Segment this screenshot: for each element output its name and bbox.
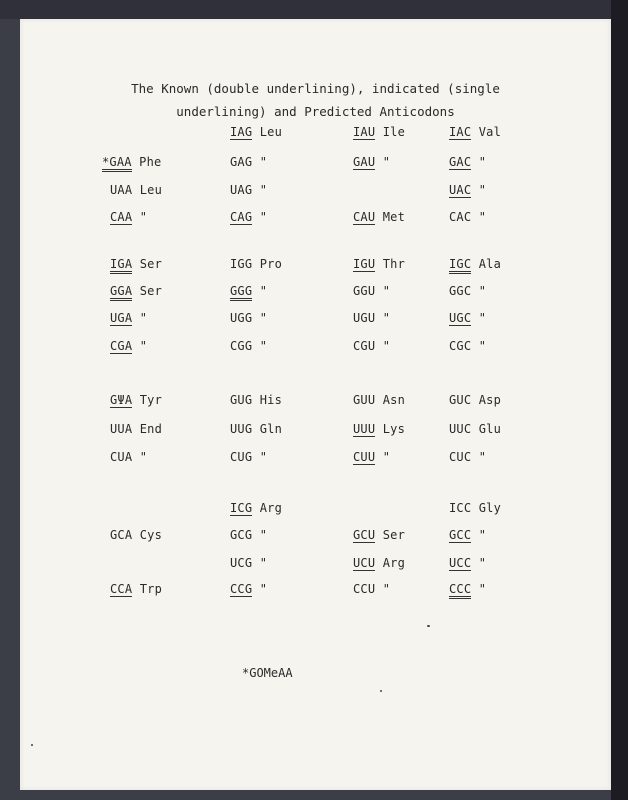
anticodon-code: CGC xyxy=(449,339,472,353)
anticodon-code: UGC xyxy=(449,311,472,325)
amino-acid-label: Trp xyxy=(139,582,162,596)
anticodon-code: IGA xyxy=(110,257,132,274)
anticodon-entry xyxy=(449,339,486,353)
amino-acid-label: " xyxy=(382,450,391,464)
paper-speck xyxy=(427,625,430,627)
amino-acid-label: " xyxy=(259,311,268,325)
anticodon-code: GAU xyxy=(353,155,376,169)
scan-border-top xyxy=(0,0,628,19)
anticodon-entry xyxy=(353,311,390,325)
anticodon-entry xyxy=(110,450,147,464)
amino-acid-label: " xyxy=(259,155,268,169)
amino-acid-label: Arg xyxy=(259,501,282,515)
anticodon-code: IGU xyxy=(353,257,376,271)
paper-speck xyxy=(31,744,33,746)
anticodon-entry xyxy=(230,422,282,436)
amino-acid-label: " xyxy=(382,155,391,169)
anticodon-code: IGC xyxy=(449,257,471,274)
document-page xyxy=(20,19,611,790)
amino-acid-label: Met xyxy=(382,210,405,224)
anticodon-code: *GAA xyxy=(102,155,132,172)
anticodon-code: CUG xyxy=(230,450,253,464)
anticodon-entry xyxy=(449,501,501,515)
anticodon-entry xyxy=(449,450,486,464)
anticodon-code: UGG xyxy=(230,311,253,325)
anticodon-code: IAG xyxy=(230,125,253,139)
anticodon-code: GUU xyxy=(353,393,376,407)
anticodon-entry xyxy=(110,528,162,542)
anticodon-code: CCC xyxy=(449,582,471,599)
amino-acid-label: " xyxy=(259,450,268,464)
anticodon-entry xyxy=(449,556,486,571)
anticodon-entry xyxy=(230,125,282,140)
amino-acid-label: Ala xyxy=(478,257,501,271)
amino-acid-label: Asn xyxy=(382,393,405,407)
anticodon-entry xyxy=(353,339,390,353)
amino-acid-label: Lys xyxy=(382,422,405,436)
anticodon-code: CCA xyxy=(110,582,133,596)
anticodon-entry xyxy=(110,582,162,597)
amino-acid-label: " xyxy=(259,284,268,298)
amino-acid-label: Leu xyxy=(259,125,282,139)
anticodon-code: CGA xyxy=(110,339,133,353)
anticodon-code: UAG xyxy=(230,183,253,197)
anticodon-entry xyxy=(353,210,405,225)
amino-acid-label: Arg xyxy=(382,556,405,570)
amino-acid-label: Thr xyxy=(382,257,405,271)
scan-border-right xyxy=(611,0,628,800)
anticodon-entry xyxy=(110,284,162,301)
anticodon-code: CCG xyxy=(230,582,253,596)
paper-speck xyxy=(380,690,382,692)
anticodon-entry xyxy=(449,257,501,274)
amino-acid-label: Ser xyxy=(139,284,162,298)
amino-acid-label: " xyxy=(382,284,391,298)
anticodon-entry xyxy=(353,393,405,407)
anticodon-entry xyxy=(353,284,390,298)
amino-acid-label: " xyxy=(139,210,148,224)
anticodon-entry xyxy=(230,155,267,169)
anticodon-code: GUC xyxy=(449,393,472,407)
anticodon-entry xyxy=(230,257,282,271)
anticodon-entry xyxy=(353,582,390,596)
amino-acid-label: Glu xyxy=(478,422,501,436)
title-line-2: underlining) and Predicted Anticodons xyxy=(176,104,455,119)
anticodon-entry xyxy=(230,528,267,542)
anticodon-entry xyxy=(449,210,486,224)
anticodon-code: CAG xyxy=(230,210,253,224)
document-title xyxy=(120,77,511,123)
amino-acid-label: Ser xyxy=(382,528,405,542)
anticodon-code: UCU xyxy=(353,556,376,570)
anticodon-code: CAU xyxy=(353,210,376,224)
anticodon-code: GGC xyxy=(449,284,472,298)
amino-acid-label: Cys xyxy=(139,528,162,542)
amino-acid-label: Phe xyxy=(139,155,162,169)
amino-acid-label: Leu xyxy=(139,183,162,197)
anticodon-entry xyxy=(110,422,162,436)
amino-acid-label: Gly xyxy=(478,501,501,515)
anticodon-code: ICG xyxy=(230,501,253,515)
anticodon-code: UAA xyxy=(110,183,133,197)
anticodon-code: ICC xyxy=(449,501,472,515)
anticodon-code: CAA xyxy=(110,210,133,224)
amino-acid-label: " xyxy=(478,582,487,596)
anticodon-code: UCC xyxy=(449,556,472,570)
anticodon-entry xyxy=(449,393,501,407)
anticodon-code: UUU xyxy=(353,422,376,436)
amino-acid-label: " xyxy=(259,556,268,570)
anticodon-code: GGA xyxy=(110,284,132,301)
anticodon-entry xyxy=(110,339,147,354)
anticodon-entry xyxy=(353,556,405,571)
anticodon-entry xyxy=(230,501,282,516)
amino-acid-label: " xyxy=(139,450,148,464)
amino-acid-label: Tyr xyxy=(139,393,162,407)
anticodon-code: CGG xyxy=(230,339,253,353)
anticodon-code: GCC xyxy=(449,528,472,542)
anticodon-entry xyxy=(353,155,390,170)
amino-acid-label: Pro xyxy=(259,257,282,271)
anticodon-code: UUG xyxy=(230,422,253,436)
anticodon-entry xyxy=(449,155,486,170)
amino-acid-label: His xyxy=(259,393,282,407)
footnote: *GOMeAA xyxy=(242,666,293,680)
amino-acid-label: " xyxy=(478,155,487,169)
anticodon-code: CAC xyxy=(449,210,472,224)
amino-acid-label: Gln xyxy=(259,422,282,436)
amino-acid-label: Val xyxy=(478,125,501,139)
anticodon-entry xyxy=(353,422,405,437)
anticodon-code: GCA xyxy=(110,528,133,542)
anticodon-entry xyxy=(230,284,267,301)
anticodon-entry xyxy=(230,339,267,353)
amino-acid-label: " xyxy=(259,210,268,224)
anticodon-code: UGA xyxy=(110,311,133,325)
anticodon-code: CCU xyxy=(353,582,376,596)
amino-acid-label: Ser xyxy=(139,257,162,271)
amino-acid-label: " xyxy=(478,284,487,298)
anticodon-code: CUU xyxy=(353,450,376,464)
anticodon-code: CGU xyxy=(353,339,376,353)
amino-acid-label: End xyxy=(139,422,162,436)
amino-acid-label: " xyxy=(259,183,268,197)
amino-acid-label: " xyxy=(478,450,487,464)
anticodon-code: GCU xyxy=(353,528,376,542)
anticodon-code: GGU xyxy=(353,284,376,298)
anticodon-code: GAC xyxy=(449,155,472,169)
amino-acid-label: " xyxy=(259,582,268,596)
anticodon-entry xyxy=(230,556,267,570)
anticodon-code: GΨA xyxy=(110,393,133,407)
anticodon-code: GAG xyxy=(230,155,253,169)
anticodon-entry xyxy=(230,183,267,197)
anticodon-entry xyxy=(353,450,390,465)
amino-acid-label: " xyxy=(139,339,148,353)
amino-acid-label: " xyxy=(478,556,487,570)
amino-acid-label: " xyxy=(478,311,487,325)
amino-acid-label: " xyxy=(259,339,268,353)
amino-acid-label: " xyxy=(382,339,391,353)
anticodon-code: GUG xyxy=(230,393,253,407)
anticodon-code: CUC xyxy=(449,450,472,464)
anticodon-entry xyxy=(230,311,267,325)
anticodon-entry xyxy=(110,183,162,197)
anticodon-code: UUC xyxy=(449,422,472,436)
amino-acid-label: " xyxy=(259,528,268,542)
anticodon-code: IGG xyxy=(230,257,253,271)
anticodon-code: UGU xyxy=(353,311,376,325)
amino-acid-label: " xyxy=(478,339,487,353)
amino-acid-label: " xyxy=(139,311,148,325)
anticodon-entry xyxy=(353,125,405,140)
anticodon-entry xyxy=(449,422,501,436)
anticodon-code: CUA xyxy=(110,450,133,464)
anticodon-entry xyxy=(449,582,486,599)
anticodon-entry xyxy=(230,393,282,407)
anticodon-entry xyxy=(102,155,161,172)
anticodon-entry xyxy=(230,450,267,464)
amino-acid-label: " xyxy=(478,528,487,542)
amino-acid-label: " xyxy=(382,311,391,325)
anticodon-entry xyxy=(449,183,486,198)
amino-acid-label: " xyxy=(478,183,487,197)
anticodon-entry xyxy=(230,582,267,597)
amino-acid-label: Ile xyxy=(382,125,405,139)
anticodon-entry xyxy=(353,257,405,272)
anticodon-entry xyxy=(110,210,147,225)
anticodon-entry xyxy=(230,210,267,225)
anticodon-entry xyxy=(449,311,486,326)
anticodon-entry xyxy=(353,528,405,543)
amino-acid-label: " xyxy=(478,210,487,224)
anticodon-entry xyxy=(110,257,162,274)
anticodon-entry xyxy=(449,528,486,543)
amino-acid-label: Asp xyxy=(478,393,501,407)
amino-acid-label: " xyxy=(382,582,391,596)
anticodon-code: IAU xyxy=(353,125,376,139)
anticodon-entry xyxy=(449,125,501,140)
anticodon-code: GGG xyxy=(230,284,252,301)
anticodon-entry xyxy=(110,311,147,326)
title-line-1: The Known (double underlining), indicated (single xyxy=(131,81,500,96)
anticodon-entry xyxy=(449,284,486,298)
anticodon-code: IAC xyxy=(449,125,472,139)
anticodon-code: UCG xyxy=(230,556,253,570)
anticodon-code: GCG xyxy=(230,528,253,542)
anticodon-code: UUA xyxy=(110,422,133,436)
anticodon-entry xyxy=(110,393,162,408)
anticodon-code: UAC xyxy=(449,183,472,197)
